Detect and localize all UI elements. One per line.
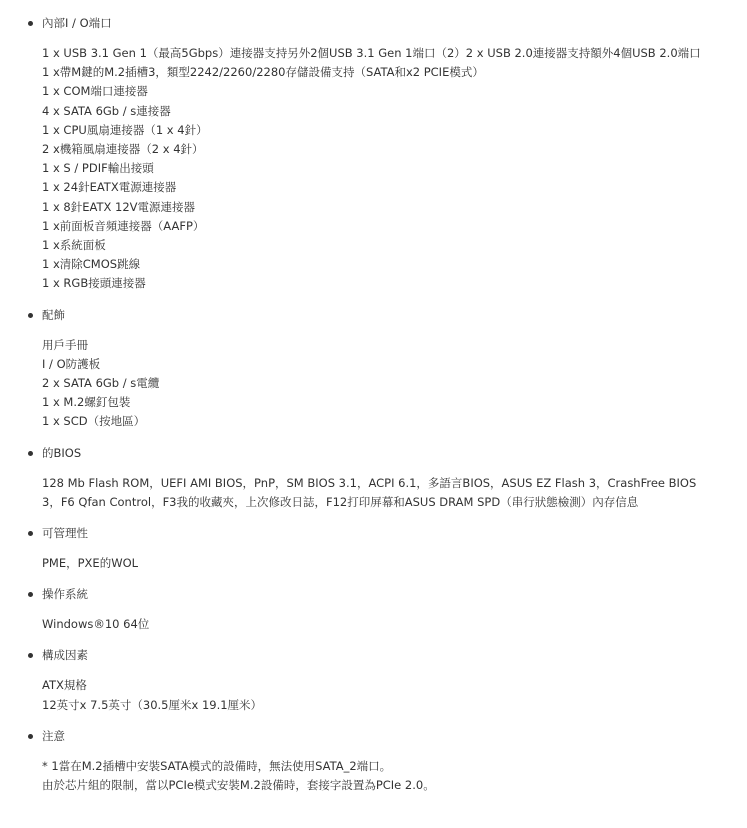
bullet-icon (28, 531, 33, 536)
spec-line: 128 Mb Flash ROM，UEFI AMI BIOS，PnP，SM BIOS 3.1，ACPI 6.1，多語言BIOS，ASUS EZ Flash 3，CrashFree BIOS 3，F6 Qfan Control，F3我的收藏夾，上次修改日誌，F12打印屏幕和ASUS DRAM SPD（串行狀態檢測）內存信息 (42, 475, 697, 509)
section-body (0, 757, 747, 795)
section-bios (0, 444, 747, 512)
bullet-icon (28, 653, 33, 658)
spec-line: 由於芯片組的限制，當以PCIe模式安裝M.2設備時，套接字設置為PCIe 2.0。 (42, 778, 435, 793)
spec-line: * 1當在M.2插槽中安裝SATA模式的設備時，無法使用SATA_2端口。 (42, 758, 392, 773)
section-heading (0, 524, 747, 543)
section-body (0, 336, 747, 432)
bullet-icon (28, 734, 33, 739)
section-form-factor (0, 646, 747, 714)
bullet-icon (28, 21, 33, 26)
spec-line: 1 x前面板音頻連接器（AAFP） (42, 218, 205, 233)
section-heading (0, 585, 747, 604)
section-accessories (0, 306, 747, 432)
section-heading-text: 注意 (42, 728, 65, 743)
spec-line: 2 x SATA 6Gb / s電纜 (42, 376, 160, 391)
spec-line: PME，PXE的WOL (42, 556, 139, 571)
spec-line: 2 x機箱風扇連接器（2 x 4針） (42, 142, 204, 157)
spec-line: 1 x 8針EATX 12V電源連接器 (42, 199, 196, 214)
spec-line: 1 x RGB接頭連接器 (42, 276, 146, 291)
bullet-icon (28, 451, 33, 456)
spec-line: 1 x CPU風扇連接器（1 x 4針） (42, 122, 208, 137)
spec-line: 1 x S / PDIF輸出接頭 (42, 161, 154, 176)
spec-line: 1 x COM端口連接器 (42, 84, 148, 99)
spec-line: Windows®10 64位 (42, 617, 150, 632)
section-heading-text: 配飾 (42, 307, 65, 322)
spec-line: 1 x帶M鍵的M.2插槽3，類型2242/2260/2280存儲設備支持（SATA和x2 PCIE模式） (42, 65, 484, 80)
section-heading-text: 可管理性 (42, 526, 88, 541)
bullet-icon (28, 592, 33, 597)
section-heading-text: 的BIOS (42, 445, 82, 460)
spec-line: 1 x 24針EATX電源連接器 (42, 180, 177, 195)
section-heading (0, 444, 747, 463)
bullet-icon (28, 313, 33, 318)
section-heading-text: 操作系統 (42, 587, 88, 602)
spec-line: 1 x系統面板 (42, 238, 106, 253)
section-heading (0, 646, 747, 665)
section-notes (0, 727, 747, 795)
section-body (0, 474, 747, 512)
section-heading-text: 內部I / O端口 (42, 16, 112, 30)
section-body (0, 554, 747, 573)
section-heading (0, 14, 747, 33)
spec-line: I / O防護板 (42, 356, 101, 371)
spec-line: 1 x SCD（按地區） (42, 414, 146, 429)
section-operating-system (0, 585, 747, 634)
section-heading-text: 構成因素 (42, 648, 88, 663)
section-body (0, 676, 747, 714)
section-internal-io-ports (0, 14, 747, 294)
section-body (0, 44, 747, 294)
spec-line: 12英寸x 7.5英寸（30.5厘米x 19.1厘米） (42, 697, 263, 712)
section-heading (0, 727, 747, 746)
spec-line: 1 x USB 3.1 Gen 1（最高5Gbps）連接器支持另外2個USB 3.1 Gen 1端口（2）2 x USB 2.0連接器支持額外4個USB 2.0端口 (42, 46, 701, 60)
spec-line: 1 x清除CMOS跳線 (42, 257, 141, 272)
spec-line: ATX規格 (42, 678, 87, 693)
section-body (0, 615, 747, 634)
spec-line: 1 x M.2螺釘包裝 (42, 395, 131, 410)
spec-line: 4 x SATA 6Gb / s連接器 (42, 103, 171, 118)
spec-line: 用戶手冊 (42, 337, 88, 352)
section-manageability (0, 524, 747, 573)
section-heading (0, 306, 747, 325)
